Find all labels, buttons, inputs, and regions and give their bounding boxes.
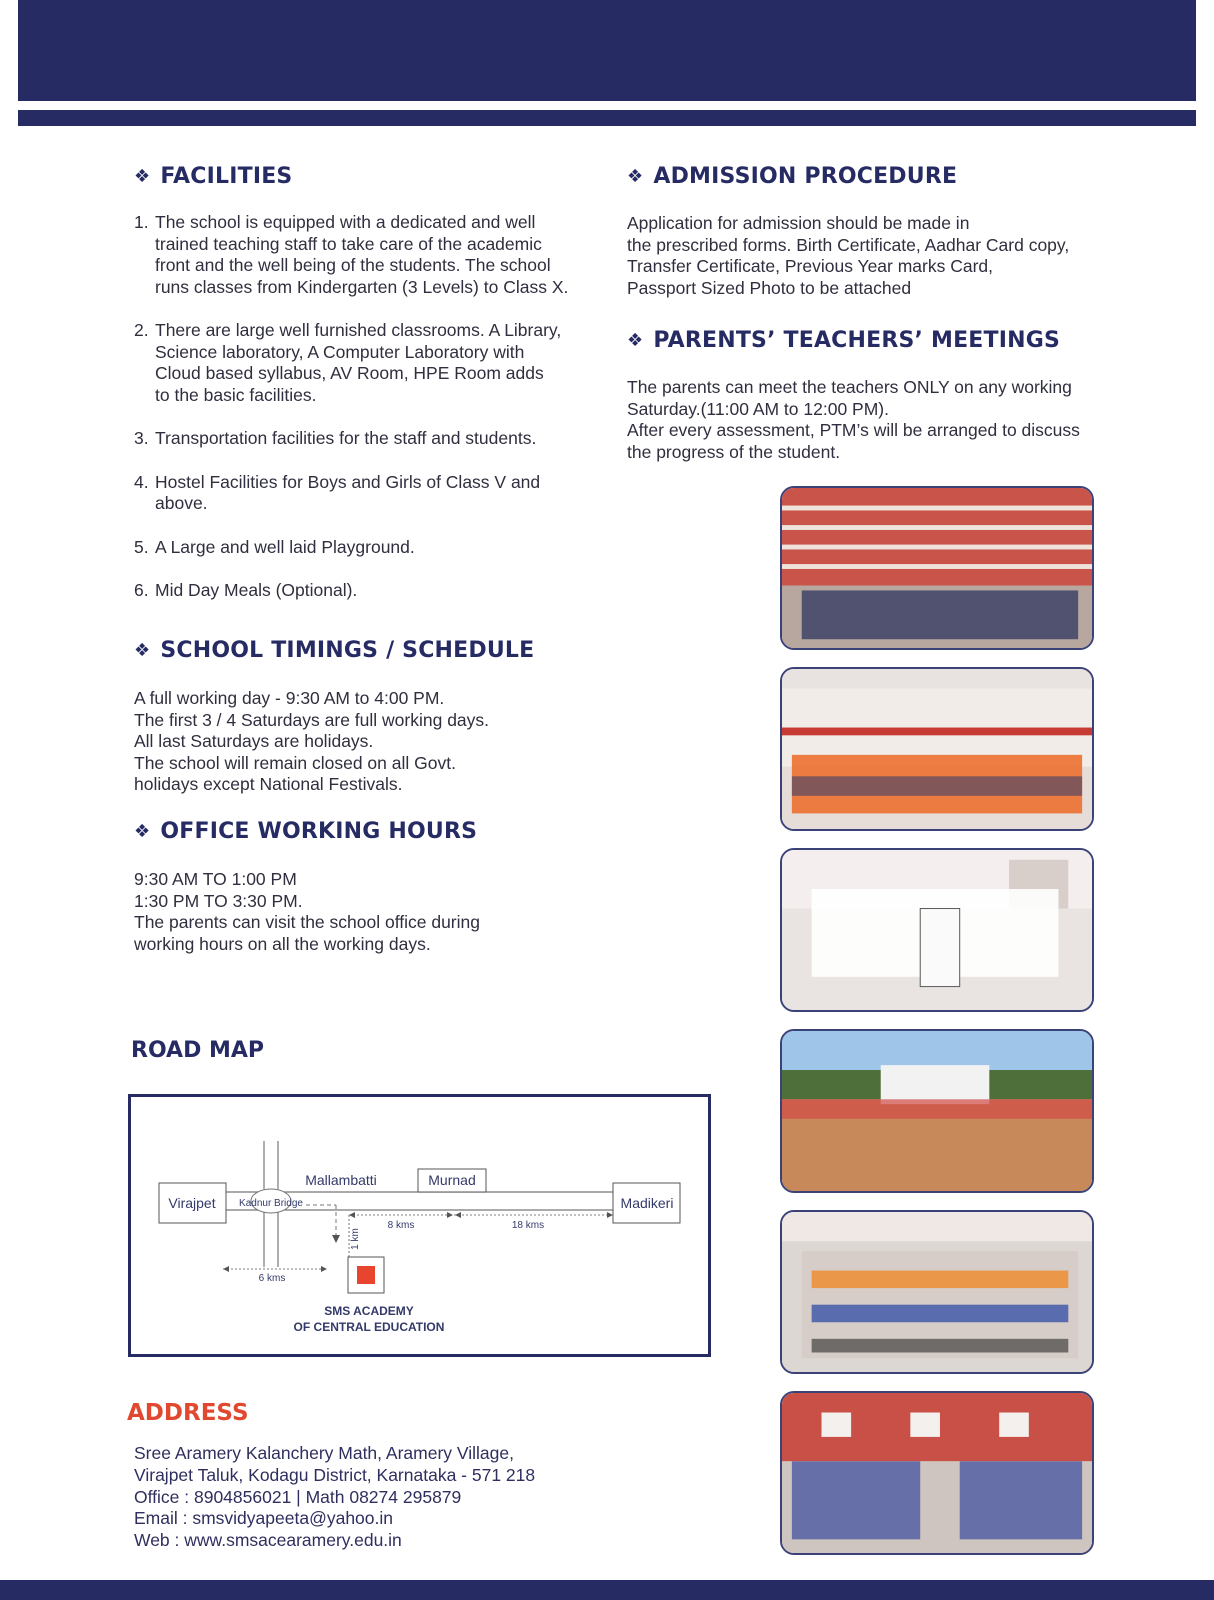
arrow-left-icon bbox=[349, 1212, 355, 1218]
photo-assembly-courtyard bbox=[780, 486, 1094, 650]
phone-line: Office : 8904856021 | Math 08274 295879 bbox=[134, 1486, 462, 1507]
photo-music-class bbox=[780, 1210, 1094, 1374]
admission-text: Application for admission should be made in the prescribed forms. Birth Certificate, Aadhar Card copy, Transfer Certificate, Previous Year marks Card, Passport Sized Photo to be attached bbox=[627, 213, 1070, 298]
office-hours-text: 9:30 AM TO 1:00 PM 1:30 PM TO 3:30 PM. The parents can visit the school office during working hours on all the working days. bbox=[134, 869, 480, 954]
arrow-right-icon bbox=[607, 1212, 613, 1218]
spur-arrow-icon bbox=[332, 1235, 340, 1243]
facility-item: 1. The school is equipped with a dedicated and well trained teaching staff to take care of the academic front and the well being of the students. The school runs classes from Kindergarten (3 Levels) to Class X. bbox=[134, 212, 569, 297]
school-timings-heading: ❖ SCHOOL TIMINGS / SCHEDULE bbox=[134, 638, 535, 663]
email-line[interactable]: Email : smsvidyapeeta@yahoo.in bbox=[134, 1508, 393, 1529]
admission-heading: ❖ ADMISSION PROCEDURE bbox=[627, 164, 958, 189]
diamond-bullet-icon: ❖ bbox=[134, 640, 151, 661]
distance-18-label: 18 kms bbox=[511, 1220, 545, 1231]
school-timings-text: A full working day - 9:30 AM to 4:00 PM. The first 3 / 4 Saturdays are full working days. All last Saturdays are holidays. The school will remain closed on all Govt. holidays except National Festivals. bbox=[134, 688, 490, 794]
distance-1km-label: 1 km bbox=[350, 1228, 361, 1250]
distance-8-label: 8 kms bbox=[387, 1220, 415, 1231]
photo-scouts-corridor bbox=[780, 1391, 1094, 1555]
address-line: Virajpet Taluk, Kodagu District, Karnataka - 571 218 bbox=[134, 1464, 536, 1485]
office-hours-heading: ❖ OFFICE WORKING HOURS bbox=[134, 819, 478, 844]
distance-6-label: 6 kms bbox=[258, 1273, 286, 1284]
road-map-title: ROAD MAP bbox=[131, 1038, 265, 1063]
facilities-list bbox=[134, 212, 614, 624]
photo-karate-class bbox=[780, 848, 1094, 1012]
school-name-line2: OF CENTRAL EDUCATION bbox=[293, 1320, 445, 1334]
madikeri-label: Madikeri bbox=[620, 1195, 674, 1211]
school-location-marker bbox=[357, 1266, 375, 1284]
facility-item: 2. There are large well furnished classrooms. A Library, Science laboratory, A Computer Laboratory with Cloud based syllabus, AV Room, HPE Room adds to the basic facilities. bbox=[134, 320, 562, 405]
photo-parade-ground bbox=[780, 1029, 1094, 1193]
header-divider-band bbox=[18, 110, 1196, 126]
address-line: Sree Aramery Kalanchery Math, Aramery Village, bbox=[134, 1443, 514, 1463]
address-block bbox=[134, 1443, 535, 1552]
diamond-bullet-icon: ❖ bbox=[627, 330, 644, 351]
facility-item: 6. Mid Day Meals (Optional). bbox=[134, 580, 358, 600]
murnad-label: Murnad bbox=[428, 1172, 476, 1188]
arrow-left-icon bbox=[223, 1266, 229, 1272]
facility-item: 3. Transportation facilities for the staff and students. bbox=[134, 428, 537, 448]
website-line[interactable]: Web : www.smsacearamery.edu.in bbox=[134, 1530, 402, 1551]
facilities-heading: ❖ FACILITIES bbox=[134, 164, 293, 189]
top-header-band bbox=[18, 0, 1196, 101]
diamond-bullet-icon: ❖ bbox=[134, 821, 151, 842]
mallambatti-label: Mallambatti bbox=[305, 1172, 377, 1188]
ptm-text: The parents can meet the teachers ONLY on any working Saturday.(11:00 AM to 12:00 PM). After every assessment, PTM’s will be arranged to discuss the progress of the student. bbox=[627, 377, 1080, 462]
facility-item: 4. Hostel Facilities for Boys and Girls of Class V and above. bbox=[134, 471, 541, 513]
photo-yoga-hall bbox=[780, 667, 1094, 831]
arrow-right-icon bbox=[321, 1266, 327, 1272]
footer-band bbox=[0, 1580, 1214, 1600]
road-map-diagram bbox=[128, 1094, 711, 1357]
arrow-right-icon bbox=[447, 1212, 453, 1218]
diamond-bullet-icon: ❖ bbox=[627, 166, 644, 187]
kadnur-bridge-label: Kadnur Bridge bbox=[239, 1198, 303, 1209]
arrow-left-icon bbox=[455, 1212, 461, 1218]
school-name-line1: SMS ACADEMY bbox=[324, 1304, 414, 1318]
ptm-heading: ❖ PARENTS’ TEACHERS’ MEETINGS bbox=[627, 328, 1061, 353]
facility-item: 5. A Large and well laid Playground. bbox=[134, 536, 415, 557]
virajpet-label: Virajpet bbox=[168, 1195, 216, 1211]
diamond-bullet-icon: ❖ bbox=[134, 166, 151, 187]
address-title: ADDRESS bbox=[127, 1400, 249, 1426]
